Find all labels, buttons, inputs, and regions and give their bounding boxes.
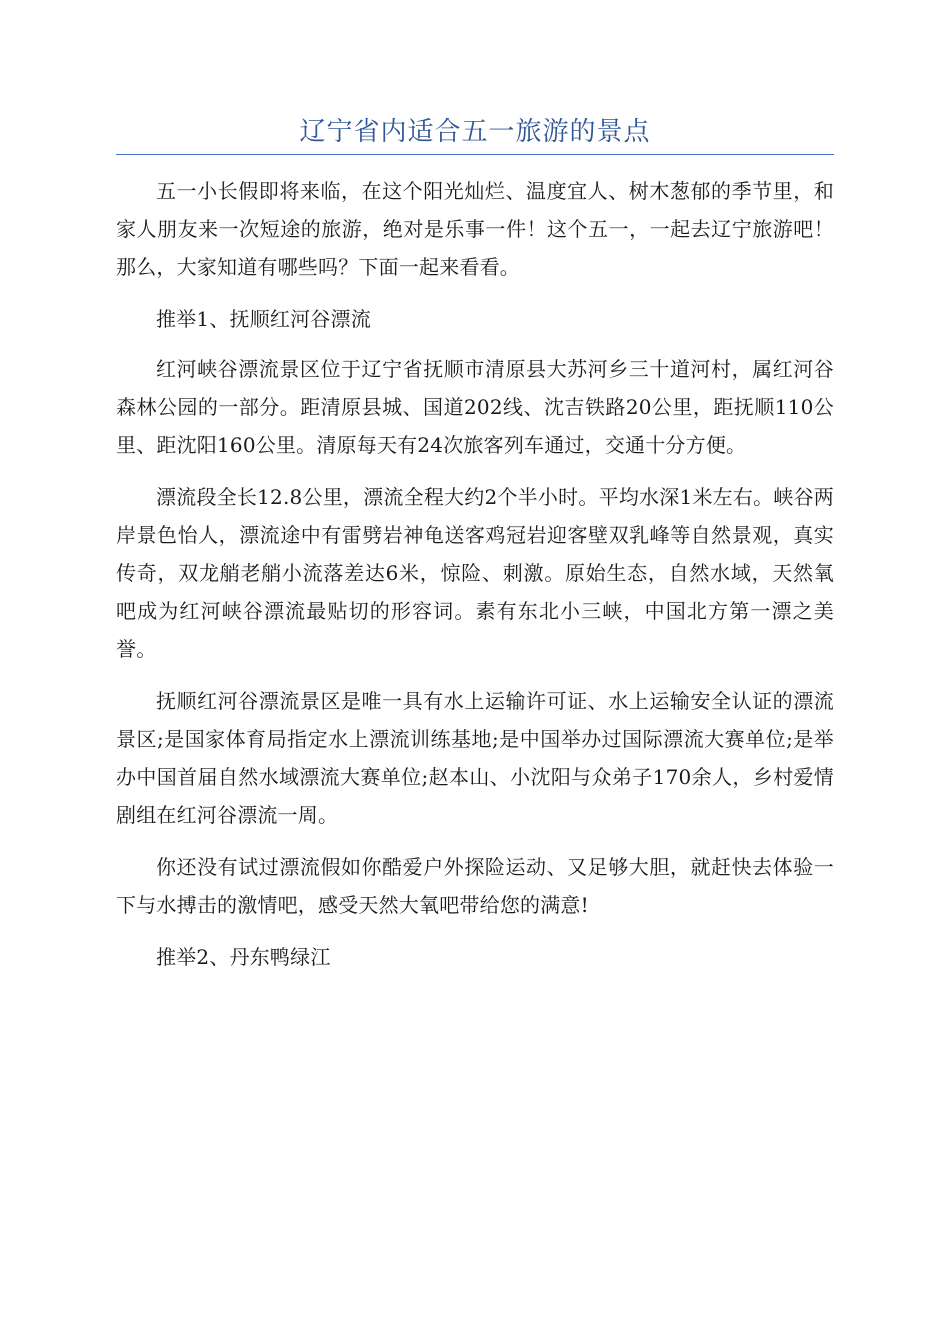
document-title: 辽宁省内适合五一旅游的景点 — [299, 117, 651, 147]
title-underline — [116, 154, 834, 155]
document-body — [116, 172, 834, 988]
body-paragraph: 你还没有试过漂流假如你酷爱户外探险运动、又足够大胆，就赶快去体验一下与水搏击的激情吧，感受天然大氧吧带给您的满意! — [116, 855, 834, 917]
body-paragraph: 红河峡谷漂流景区位于辽宁省抚顺市清原县大苏河乡三十道河村，属红河谷森林公园的一部分。距清原县城、国道202线、沈吉铁路20公里，距抚顺110公里、距沈阳160公里。清原每天有24次旅客列车通过，交通十分方便。 — [116, 357, 834, 457]
section-heading-1: 推举1、抚顺红河谷漂流 — [156, 307, 371, 331]
body-paragraph: 漂流段全长12.8公里，漂流全程大约2个半小时。平均水深1米左右。峡谷两岸景色怡人，漂流途中有雷劈岩神龟送客鸡冠岩迎客壁双乳峰等自然景观，真实传奇，双龙艄老艄小流落差达6米，惊险、刺激。原始生态，自然水域，天然氧吧成为红河峡谷漂流最贴切的形容词。素有东北小三峡，中国北方第一漂之美誉。 — [116, 485, 834, 661]
section-heading-2: 推举2、丹东鸭绿江 — [156, 945, 331, 969]
body-paragraph: 抚顺红河谷漂流景区是唯一具有水上运输许可证、水上运输安全认证的漂流景区;是国家体育局指定水上漂流训练基地;是中国举办过国际漂流大赛单位;是举办中国首届自然水域漂流大赛单位;赵本山、小沈阳与众弟子170余人，乡村爱情剧组在红河谷漂流一周。 — [116, 689, 834, 827]
intro-paragraph: 五一小长假即将来临，在这个阳光灿烂、温度宜人、树木葱郁的季节里，和家人朋友来一次短途的旅游，绝对是乐事一件！这个五一，一起去辽宁旅游吧！那么，大家知道有哪些吗？下面一起来看看。 — [116, 179, 834, 279]
